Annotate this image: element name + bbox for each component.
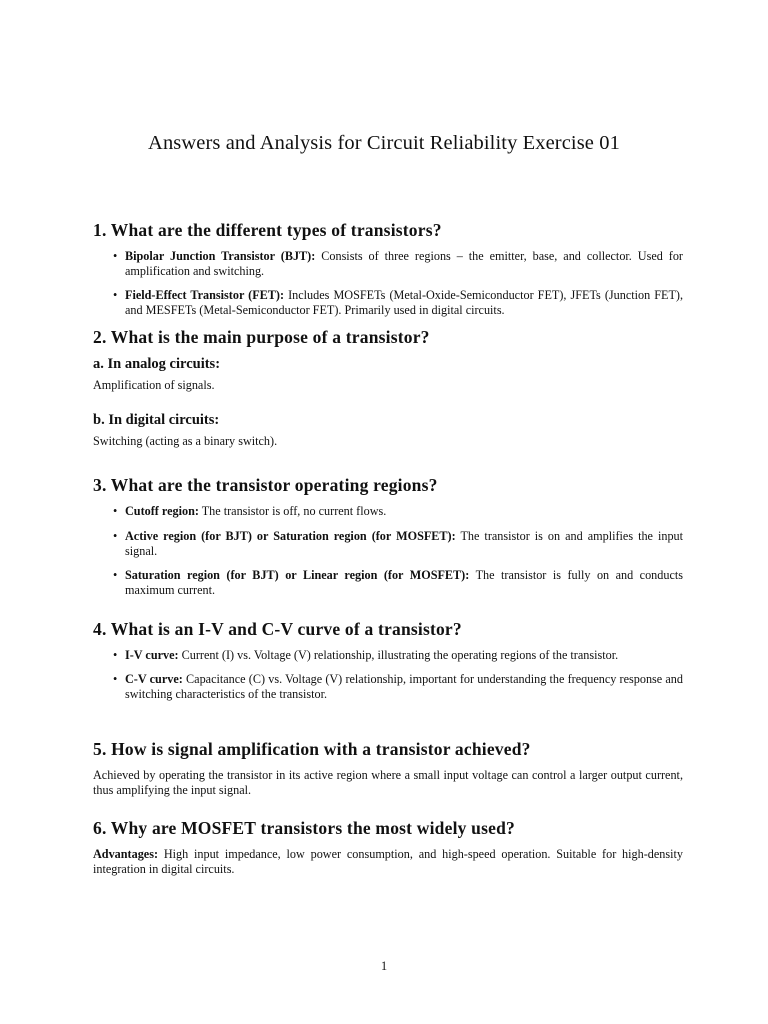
advantages-text: High input impedance, low power consumption, and high-speed operation. Suitable for high-density integration in digital circuits. <box>93 847 683 876</box>
section-heading: 6. Why are MOSFET transistors the most widely used? <box>93 818 515 838</box>
list-item-text: The transistor is off, no current flows. <box>201 504 387 518</box>
bullet-icon: • <box>113 672 118 686</box>
list-item <box>113 529 684 559</box>
bullet-list <box>93 648 683 702</box>
list-item-text: The transistor is fully on and conducts maximum current. <box>125 568 684 597</box>
bullet-list <box>93 249 683 318</box>
list-item-term: Cutoff region: <box>125 504 199 518</box>
bullet-icon: • <box>113 249 118 263</box>
bullet-icon: • <box>113 288 118 302</box>
list-item-text: Includes MOSFETs (Metal-Oxide-Semiconductor FET), JFETs (Junction FET), and MESFETs (Metal-Semiconductor FET). Primarily used in digital circuits. <box>125 288 684 317</box>
list-item <box>113 288 684 318</box>
section-6 <box>93 816 683 877</box>
subsection-text: Amplification of signals. <box>93 378 215 392</box>
section-4 <box>93 617 683 737</box>
section-text <box>93 847 683 877</box>
list-item-term: I-V curve: <box>125 648 179 662</box>
list-item-term: C-V curve: <box>125 672 183 686</box>
section-5 <box>93 737 683 816</box>
section-heading: 4. What is an I-V and C-V curve of a transistor? <box>93 619 462 639</box>
bullet-icon: • <box>113 504 118 518</box>
list-item <box>113 249 683 279</box>
bullet-icon: • <box>113 568 118 582</box>
list-item-text: Current (I) vs. Voltage (V) relationship, illustrating the operating regions of the transistor. <box>181 648 619 662</box>
section-2 <box>93 325 683 473</box>
bullet-icon: • <box>113 529 118 543</box>
list-item-text: Consists of three regions – the emitter, base, and collector. Used for amplification and switching. <box>125 249 683 278</box>
list-item-term: Active region (for BJT) or Saturation region (for MOSFET): <box>125 529 456 543</box>
subsection-heading: b. In digital circuits: <box>93 412 220 428</box>
bullet-icon: • <box>113 648 118 662</box>
section-heading: 2. What is the main purpose of a transistor? <box>93 327 430 347</box>
page-number: 1 <box>380 959 388 973</box>
section-3 <box>93 473 683 617</box>
section-1 <box>93 218 683 325</box>
section-heading: 3. What are the transistor operating regions? <box>93 475 438 495</box>
subsection-heading: a. In analog circuits: <box>93 356 221 372</box>
advantages-label: Advantages: <box>93 847 159 861</box>
subsection-analog <box>93 354 683 393</box>
document-body <box>93 218 683 877</box>
section-text: Achieved by operating the transistor in its active region where a small input voltage can control a larger output current, thus amplifying the input signal. <box>93 768 683 797</box>
list-item-term: Saturation region (for BJT) or Linear region (for MOSFET): <box>125 568 470 582</box>
list-item-term: Field-Effect Transistor (FET): <box>125 288 285 302</box>
list-item <box>113 504 683 519</box>
list-item-text: Capacitance (C) vs. Voltage (V) relationship, important for understanding the frequency response and switching characteristics of the transistor. <box>125 672 683 701</box>
list-item <box>113 568 684 598</box>
list-item-term: Bipolar Junction Transistor (BJT): <box>125 249 316 263</box>
list-item <box>113 648 683 663</box>
document-title: Answers and Analysis for Circuit Reliability Exercise 01 <box>148 132 620 154</box>
list-item-text: The transistor is on and amplifies the input signal. <box>125 529 684 558</box>
subsection-digital <box>93 410 683 449</box>
bullet-list <box>93 504 683 598</box>
section-heading: 5. How is signal amplification with a transistor achieved? <box>93 739 531 759</box>
section-heading: 1. What are the different types of transistors? <box>93 220 442 240</box>
list-item <box>113 672 683 702</box>
subsection-text: Switching (acting as a binary switch). <box>93 434 278 448</box>
